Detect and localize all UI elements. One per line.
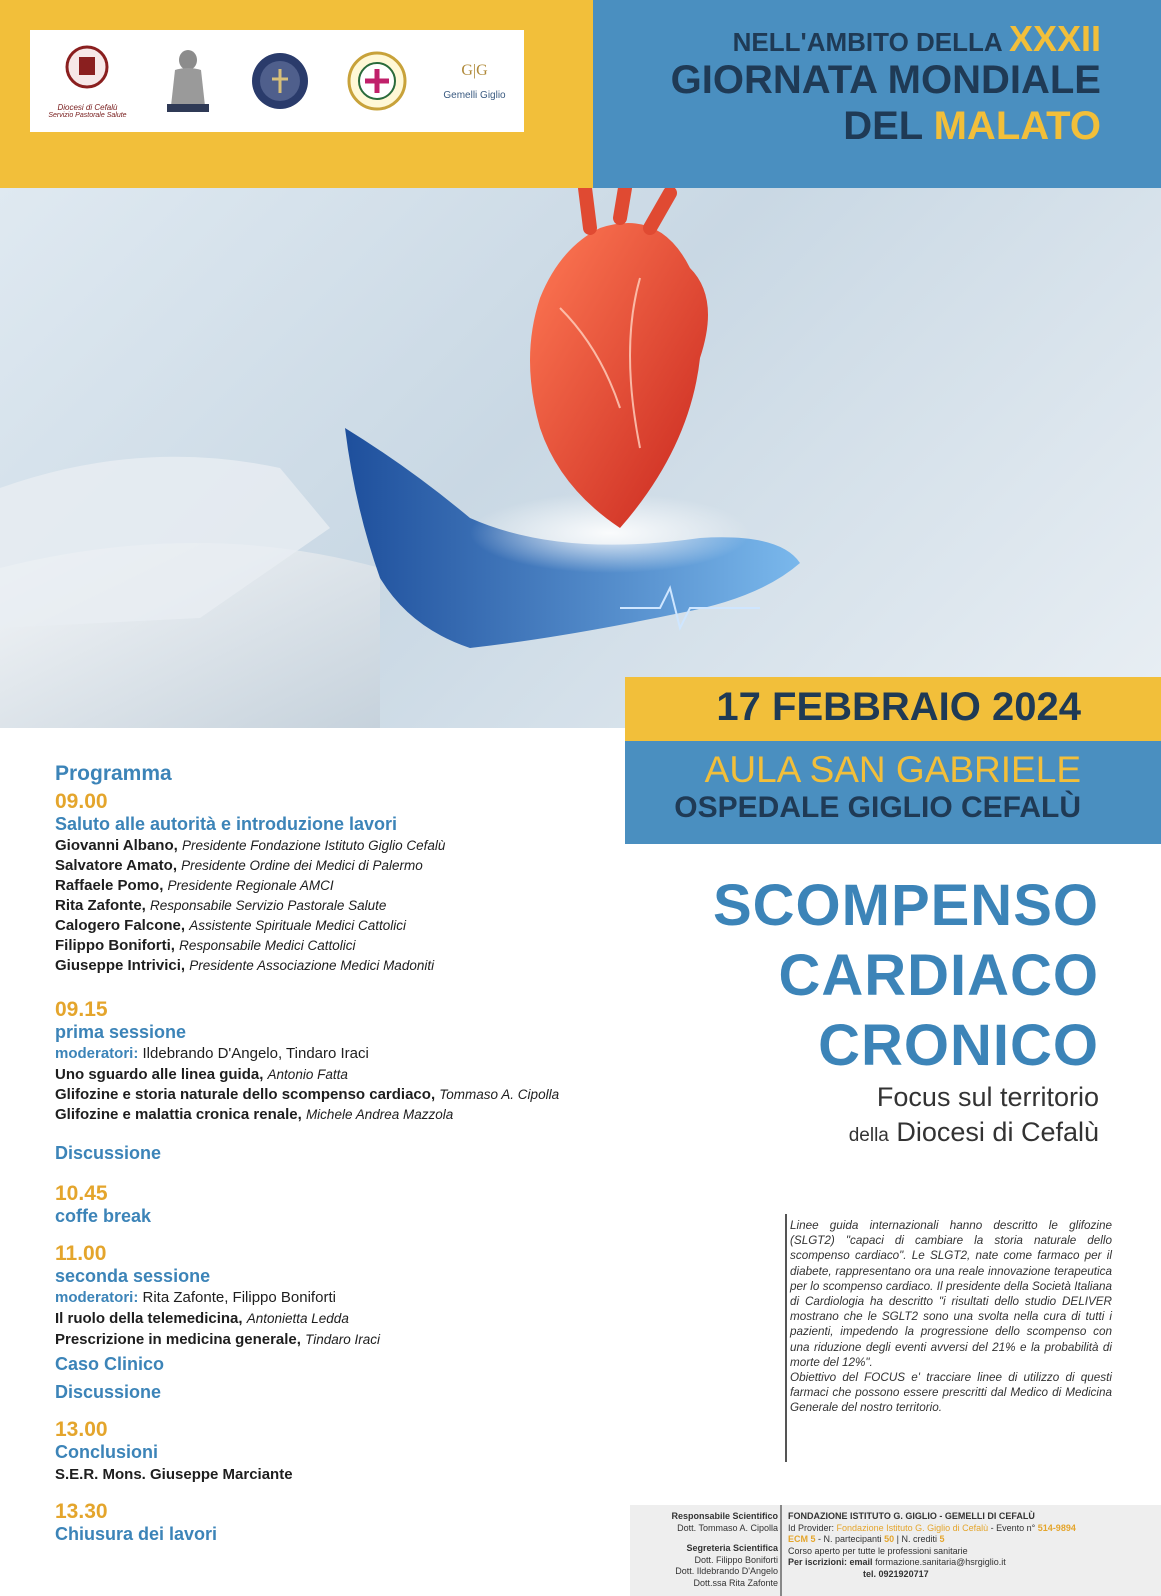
- discussion-second: Discussione: [55, 1382, 162, 1402]
- diocesi-sub: Servizio Pastorale Salute: [48, 112, 127, 119]
- logo-panel: [30, 30, 524, 132]
- moderators-first: moderatori: Ildebrando D'Angelo, Tindaro Iraci: [55, 1045, 369, 1062]
- abstract-paragraph2: Obiettivo del FOCUS e' tracciare linee di utilizzo di questi farmaci che possono essere prescritti dal Medico di Medicina Generale del nostro territorio.: [790, 1371, 1112, 1415]
- gemelli-name: Gemelli Giglio: [443, 89, 506, 101]
- header-del: DEL: [843, 104, 923, 148]
- diocesi-logo: [48, 43, 126, 119]
- talk-row: Uno sguardo alle linea guida, Antonio Fatta: [55, 1066, 348, 1083]
- moderators-second: moderatori: Rita Zafonte, Filippo Boniforti: [55, 1289, 336, 1306]
- abstract-text: [790, 1218, 1112, 1416]
- discussion-first: Discussione: [55, 1143, 162, 1163]
- speaker-row: Raffaele Pomo, Presidente Regionale AMCI: [55, 877, 334, 894]
- speaker-row: Filippo Boniforti, Responsabile Medici Cattolici: [55, 937, 356, 954]
- title-line1: SCOMPENSO: [712, 873, 1099, 938]
- venue-line2: OSPEDALE GIGLIO CEFALÙ: [674, 791, 1081, 824]
- hero-image: [0, 188, 1161, 728]
- session-intro: Saluto alle autorità e introduzione lavori: [55, 814, 398, 834]
- venue-line1: AULA SAN GABRIELE: [704, 749, 1081, 790]
- footer-box: [630, 1505, 1161, 1596]
- coffee-break: coffe break: [55, 1206, 152, 1226]
- gemelli-mark: G|G: [461, 61, 488, 79]
- time-0900: 09.00: [55, 790, 108, 813]
- subtitle-line1: Focus sul territorio: [876, 1082, 1099, 1112]
- time-1300: 13.00: [55, 1418, 108, 1441]
- session-first: prima sessione: [55, 1022, 187, 1042]
- diocesi-seal-icon: [57, 43, 117, 103]
- title-line3: CRONICO: [818, 1013, 1099, 1078]
- footer-org-info: FONDAZIONE ISTITUTO G. GIGLIO - GEMELLI DI CEFALÙ Id Provider: Fondazione Istituto G. Giglio di Cefalù - Evento n° 514-9894 ECM 5 - N. partecipanti 50 | N. crediti 5 Corso aperto per tutte le professioni sanitarie Per iscrizioni: email formazione.sanitaria@hsrgiglio.it tel. 0921920717: [788, 1511, 1076, 1579]
- title-line2: CARDIACO: [778, 943, 1099, 1008]
- session-second: seconda sessione: [55, 1266, 211, 1286]
- header-line3: [843, 104, 1101, 149]
- speaker-row: Giovanni Albano, Presidente Fondazione Istituto Giglio Cefalù: [55, 837, 446, 854]
- program-heading: Programma: [55, 762, 172, 785]
- time-1045: 10.45: [55, 1182, 108, 1205]
- saint-statue-logo: [163, 46, 213, 116]
- header-edition-number: XXXII: [1008, 18, 1101, 59]
- header-prefix: NELL'AMBITO DELLA: [732, 27, 1002, 57]
- header-blue-band: [593, 0, 1161, 188]
- associazione-logo: [347, 51, 407, 111]
- subtitle-diocesi: Diocesi di Cefalù: [896, 1117, 1099, 1147]
- talk-row: Prescrizione in medicina generale, Tindaro Iraci: [55, 1331, 381, 1348]
- speaker-row: Salvatore Amato, Presidente Ordine dei Medici di Palermo: [55, 857, 423, 874]
- subtitle-della: della: [848, 1125, 889, 1146]
- conclusions: Conclusioni: [55, 1442, 158, 1462]
- header-malato: MALATO: [933, 104, 1101, 148]
- talk-row: Glifozine e storia naturale dello scompenso cardiaco, Tommaso A. Cipolla: [55, 1086, 560, 1103]
- time-1100: 11.00: [55, 1242, 107, 1265]
- event-date: 17 FEBBRAIO 2024: [716, 685, 1081, 729]
- heart-in-hand-illustration: [0, 188, 1161, 728]
- talk-row: Glifozine e malattia cronica renale, Michele Andrea Mazzola: [55, 1106, 454, 1123]
- date-band: [625, 677, 1161, 741]
- conclusion-speaker: S.E.R. Mons. Giuseppe Marciante: [55, 1466, 293, 1483]
- associazione-seal-icon: [347, 51, 407, 111]
- time-0915: 09.15: [55, 998, 108, 1021]
- footer-responsabile: Responsabile Scientifico Dott. Tommaso A. Cipolla: [671, 1511, 778, 1533]
- speaker-row: Giuseppe Intrivici, Presidente Associazione Medici Madoniti: [55, 957, 435, 974]
- caso-clinico: Caso Clinico: [55, 1354, 165, 1374]
- abstract-rule: [785, 1214, 787, 1462]
- time-1330: 13.30: [55, 1500, 108, 1523]
- footer-segreteria: Segreteria Scientifica Dott. Filippo Boniforti Dott. Ildebrando D'Angelo Dott.ssa Rita Zafonte: [675, 1543, 778, 1588]
- speaker-row: Rita Zafonte, Responsabile Servizio Pastorale Salute: [55, 897, 387, 914]
- venue-band: [625, 741, 1161, 844]
- gemelli-giglio-logo: [443, 62, 505, 101]
- subtitle-line2: [849, 1117, 1099, 1148]
- header-line1: [733, 18, 1101, 60]
- medici-seal-icon: [250, 51, 310, 111]
- closing: Chiusura dei lavori: [55, 1524, 218, 1544]
- statue-icon: [163, 46, 213, 116]
- diocesi-name: Diocesi di Cefalù: [57, 103, 118, 112]
- footer-divider: [780, 1505, 782, 1596]
- abstract-paragraph1: Linee guida internazionali hanno descritto le glifozine (SLGT2) "capaci di cambiare la storia naturale dello scompenso cardiaco". Le SLGT2, nate come farmaco per il diabete, rappresentano ora una reale innovazione terapeutica per lo scompenso cardiaco. Il presidente della Società Italiana di Cardiologia ha descritto "i risultati dello studio DELIVER mostrano che le SGLT2 sono una svolta nella cura di tutti i pazienti, impedendo la progressione dello scompenso con una riduzione degli eventi avversi del 21% e la probabilità di morte del 12%".: [790, 1219, 1112, 1369]
- talk-row: Il ruolo della telemedicina, Antonietta Ledda: [55, 1310, 349, 1327]
- header-line2: GIORNATA MONDIALE: [670, 58, 1101, 102]
- speaker-row: Calogero Falcone, Assistente Spirituale Medici Cattolici: [55, 917, 407, 934]
- medici-cattolici-logo: [250, 51, 310, 111]
